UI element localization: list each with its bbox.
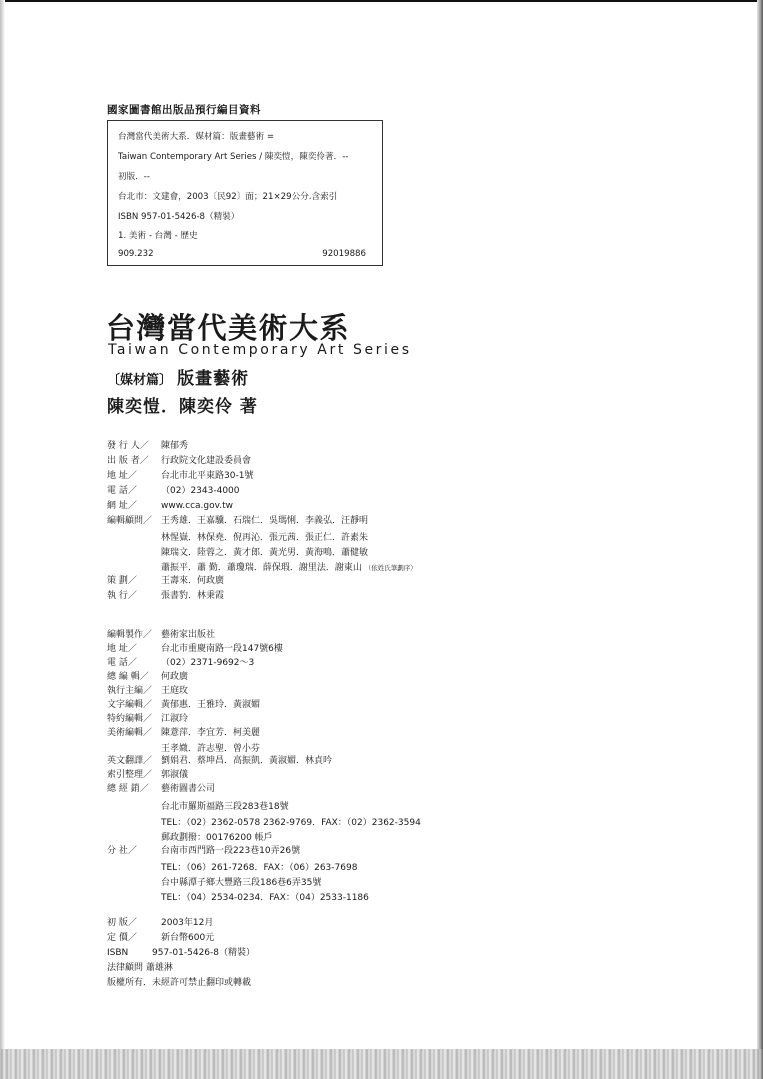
subtitle-subject: 版畫藝術 [177,369,250,389]
credit-publisher [107,455,251,467]
distributor-contact: TEL：（02）2362-0578 2362-9769．FAX：（02）2362-3594 [161,818,421,828]
credit-value: 2003年12月 [161,918,214,928]
credit-value: 陳郁秀 [161,441,189,451]
credit-phone [107,485,240,497]
subtitle-category: 〔媒材篇〕 [107,373,173,388]
credit-label: 英文翻譯／ [107,756,153,766]
credit-value: 新台幣600元 [161,933,215,943]
credit-website [107,500,233,512]
distributor-address: 台北市羅斯福路三段283巷18號 [161,802,289,812]
credit-price [107,932,214,944]
credit-index [107,769,188,781]
cip-record-box [107,120,383,266]
cip-class-number: 909.232 [118,249,154,259]
legal-counsel: 法律顧問 蕭雄淋 [107,963,173,973]
cip-line: ISBN 957-01-5426-8（精裝） [118,212,240,222]
book-title-english: Taiwan Contemporary Art Series [108,342,412,358]
credit-label: 網 址／ [107,501,137,511]
cip-record-number: 92019886 [322,249,366,259]
art-editors-line: 王孝媺．許志聖．曾小芬 [161,744,261,754]
credit-translators [107,755,332,767]
credit-value: 957-01-5426-8（精裝） [152,948,256,958]
credit-value: 藝術圖書公司 [161,784,216,794]
page-edge-bottom [0,1049,763,1079]
advisors-line: 林惺嶽．林保堯．倪再沁．張元茜．張正仁．許素朱 [161,533,369,543]
credit-value: 台北市北平東路30-1號 [161,471,254,481]
credit-exec-editor [107,685,188,697]
credit-value: 藝術家出版社 [161,630,216,640]
credit-value: （02）2371-9692～3 [161,658,255,668]
credit-value: 江淑玲 [161,714,189,724]
credit-value: 何政廣 [161,672,189,682]
branch2-address: 台中縣潭子鄉大豐路三段186巷6弄35號 [161,878,322,888]
credit-value: 王庭玫 [161,686,189,696]
credit-planning [107,575,224,587]
credit-value: www.cca.gov.tw [161,501,233,511]
credit-label: 出 版 者／ [107,456,149,466]
cip-line: 台北市：文建會，2003〔民92〕面；21×29公分.含索引 [118,192,338,202]
credit-label: 特約編輯／ [107,714,153,724]
advisors-names: 蕭振平．蕭 勤．蕭瓊瑞．薛保瑕．謝里法．謝東山 [161,563,362,573]
credit-label: ISBN [107,948,129,958]
cip-heading: 國家圖書館出版品預行編目資料 [107,104,261,116]
book-title: 台灣當代美術大系 [106,311,351,345]
credit-branch [107,845,300,857]
credit-advisors [107,515,368,527]
credit-art-editors [107,727,260,739]
cip-line: Taiwan Contemporary Art Series / 陳奕愷，陳奕伶著．-- [118,152,349,162]
credit-value: （02）2343-4000 [161,486,240,496]
credit-label: 分 社／ [107,846,137,856]
credit-value: 行政院文化建設委員會 [161,456,252,466]
credit-isbn [107,947,255,959]
distributor-postal: 郵政劃撥：00176200 帳戶 [161,833,273,843]
advisors-line: 陳瑞文．陸蓉之．黃才郎．黃光男．黃海鳴．蕭健敏 [161,548,369,558]
branch-contact: TEL：（06）261-7268．FAX：（06）263-7698 [161,863,358,873]
credit-chief-editor [107,671,188,683]
credit-label: 編輯製作／ [107,630,153,640]
credit-edition [107,917,213,929]
credit-label: 編輯顧問／ [107,516,153,526]
book-subtitle [107,364,249,389]
page-edge-left [0,0,5,1079]
page-edge-top [0,0,763,2]
book-authors: 陳奕愷．陳奕伶 著 [107,397,258,417]
credit-label: 美術編輯／ [107,728,153,738]
credit-value: 陳薏萍．李宜芳．柯美麗 [161,728,261,738]
credit-label: 定 價／ [107,933,137,943]
credit-label: 文字編輯／ [107,700,153,710]
credit-value: 王秀雄．王嘉驥．石瑞仁．吳瑪悧．李義弘．汪靜明 [161,516,369,526]
cip-line: 初版．-- [118,172,150,182]
credit-label: 初 版／ [107,918,137,928]
cip-line: 1. 美術 - 台灣 - 歷史 [118,231,198,241]
credit-producer-phone [107,657,254,669]
page-edge-right [757,0,763,1079]
credit-label: 總 編 輯／ [107,672,149,682]
branch2-contact: TEL：（04）2534-0234．FAX：（04）2533-1186 [161,893,369,903]
credit-label: 地 址／ [107,644,137,654]
credit-distributor [107,783,215,795]
credit-label: 執 行／ [107,591,137,601]
cip-line: 台灣當代美術大系．媒材篇：版畫藝術 = [118,132,275,142]
credit-label: 執行主編／ [107,686,153,696]
credit-execution [107,590,224,602]
credit-value: 台南市西門路一段223巷10弄26號 [161,846,301,856]
credit-production [107,629,215,641]
credit-label: 發 行 人／ [107,441,149,451]
credit-value: 張書豹．林秉霞 [161,591,225,601]
credit-address [107,470,253,482]
copyright-notice: 版權所有．未經許可禁止翻印或轉載 [107,978,252,988]
credit-producer-address [107,643,283,655]
credit-issuer [107,440,188,452]
credit-label: 電 話／ [107,658,137,668]
credit-value: 台北市重慶南路一段147號6樓 [161,644,283,654]
credit-label: 地 址／ [107,471,137,481]
credit-text-editors [107,699,260,711]
credit-label: 電 話／ [107,486,137,496]
credit-label: 索引整理／ [107,770,153,780]
credit-value: 劉娟君．蔡坤昌．高振凱．黃淑媚．林貞吟 [161,756,333,766]
advisors-line [161,560,417,573]
credit-label: 總 經 銷／ [107,784,149,794]
credit-value: 郭淑儀 [161,770,189,780]
credit-value: 黃郁惠．王雅玲．黃淑媚 [161,700,261,710]
credit-special-editor [107,713,188,725]
credit-label: 策 劃／ [107,576,137,586]
advisors-note: （依姓氏筆劃序） [364,564,417,572]
credit-value: 王壽來．何政廣 [161,576,225,586]
